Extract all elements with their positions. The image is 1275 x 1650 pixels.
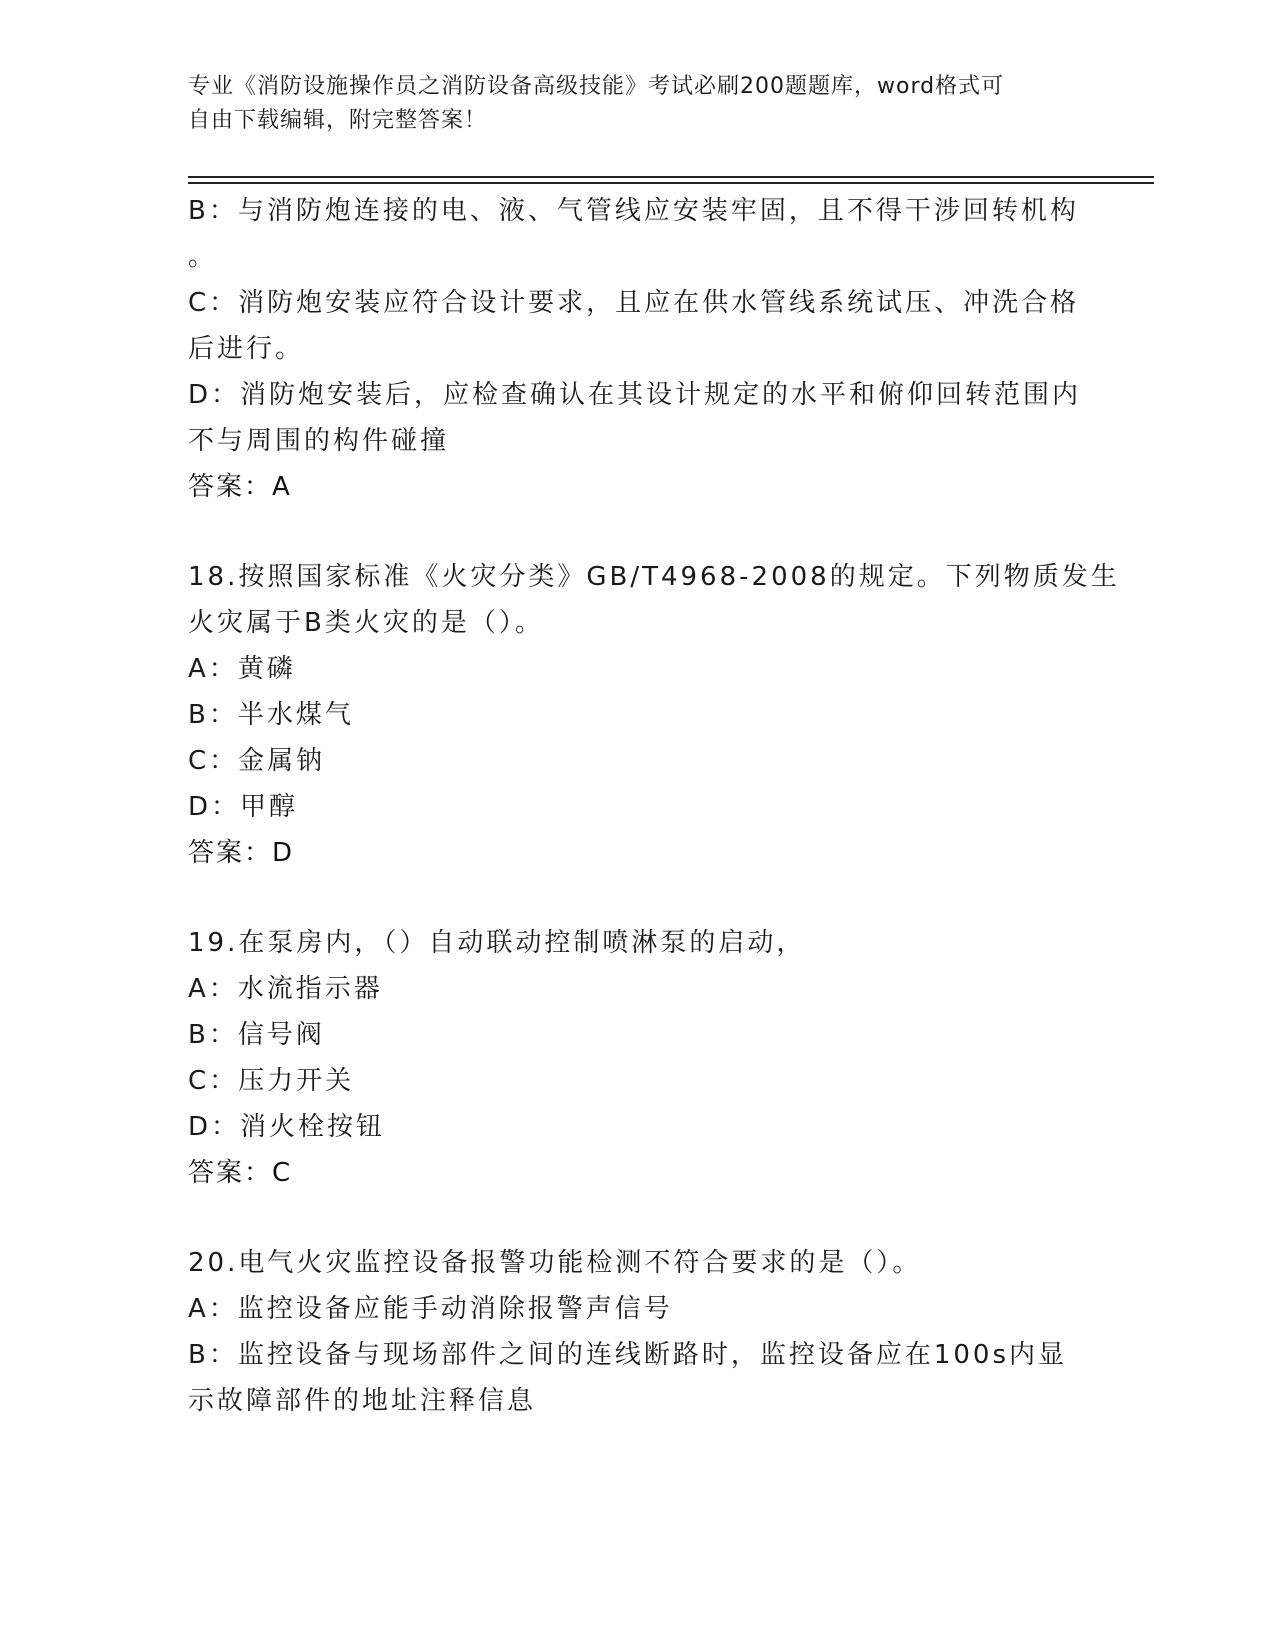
- option-d: D：消火栓按钮: [188, 1112, 386, 1142]
- option-b: B：信号阀: [188, 1020, 325, 1050]
- question-20: [188, 1240, 1088, 1424]
- answer-label: 答案：D: [188, 838, 295, 868]
- question-stem-line-1: 18.按照国家标准《火灾分类》GB/T4968-2008的规定。下列物质发生: [188, 562, 1120, 592]
- option-c: C：金属钠: [188, 746, 326, 776]
- question-spacer: [188, 876, 1088, 920]
- option-c-line-1: C：消防炮安装应符合设计要求，且应在供水管线系统试压、冲洗合格: [188, 288, 1080, 318]
- question-17-tail: [188, 188, 1088, 510]
- question-spacer: [188, 1196, 1088, 1240]
- header-title-line-1: 专业《消防设施操作员之消防设备高级技能》考试必刷200题题库，word格式可: [188, 74, 1005, 99]
- header-title-line-2: 自由下载编辑，附完整答案！: [188, 108, 488, 133]
- question-19: [188, 920, 1088, 1196]
- question-content: [188, 188, 1120, 1424]
- answer-label: 答案：C: [188, 1158, 293, 1188]
- option-a: A：水流指示器: [188, 974, 383, 1004]
- option-c-line-2: 后进行。: [188, 334, 305, 364]
- page-header: [188, 70, 1088, 138]
- option-d-line-2: 不与周围的构件碰撞: [188, 426, 450, 456]
- option-b-line-1: B：监控设备与现场部件之间的连线断路时，监控设备应在100s内显: [188, 1340, 1068, 1370]
- header-divider-bottom: [188, 182, 1154, 184]
- option-c: C：压力开关: [188, 1066, 355, 1096]
- question-18: [188, 554, 1120, 876]
- question-stem-line-2: 火灾属于B类火灾的是（）。: [188, 608, 544, 638]
- option-a: A：监控设备应能手动消除报警声信号: [188, 1294, 673, 1324]
- option-b-line-2: 。: [188, 242, 218, 272]
- option-a: A：黄磷: [188, 654, 296, 684]
- option-d: D：甲醇: [188, 792, 299, 822]
- header-divider-top: [188, 176, 1154, 178]
- option-d-line-1: D：消防炮安装后，应检查确认在其设计规定的水平和俯仰回转范围内: [188, 380, 1082, 410]
- question-stem-line-1: 19.在泵房内，（）自动联动控制喷淋泵的启动，: [188, 928, 806, 958]
- option-b-line-1: B：与消防炮连接的电、液、气管线应安装牢固，且不得干涉回转机构: [188, 196, 1079, 226]
- option-b: B：半水煤气: [188, 700, 354, 730]
- question-spacer: [188, 510, 1088, 554]
- question-stem-line-1: 20.电气火灾监控设备报警功能检测不符合要求的是（）。: [188, 1248, 922, 1278]
- answer-label: 答案：A: [188, 472, 292, 502]
- option-b-line-2: 示故障部件的地址注释信息: [188, 1386, 537, 1416]
